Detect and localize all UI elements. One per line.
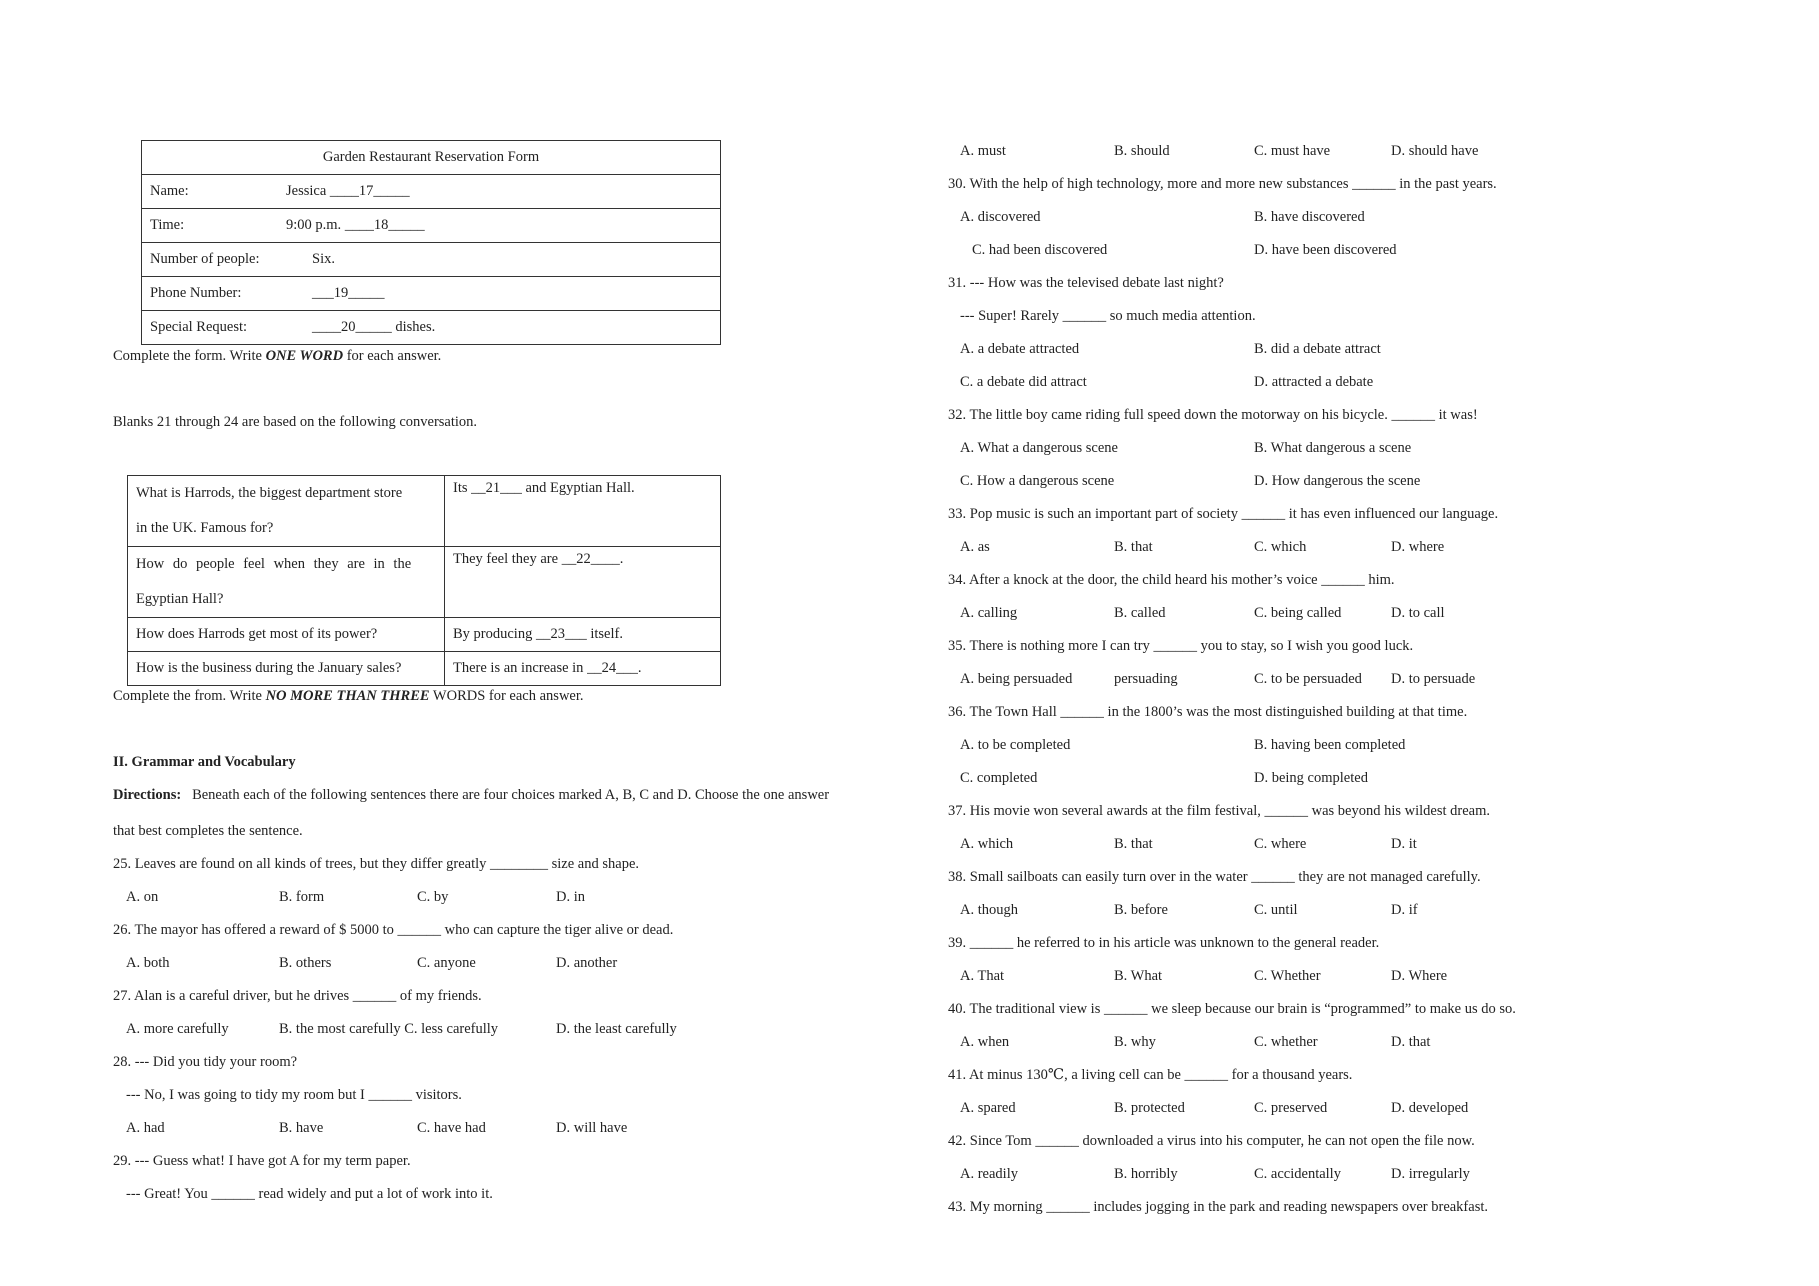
option: D. another (556, 955, 618, 971)
conv-question: How does Harrods get most of its power? (128, 618, 445, 652)
option: A. when (960, 1034, 1010, 1050)
form-blank-19: ___19_____ (312, 285, 385, 301)
option: D. developed (1391, 1100, 1469, 1116)
form-row-time (142, 209, 721, 243)
question-28: 28. --- Did you tidy your room? (113, 1054, 298, 1070)
form-label: Phone Number: (142, 277, 279, 311)
section-heading: II. Grammar and Vocabulary (113, 754, 296, 770)
option: C. by (417, 889, 449, 905)
option: B. What (1114, 968, 1163, 984)
directions-cont: that best completes the sentence. (113, 823, 303, 839)
question-40: 40. The traditional view is ______ we sleep because our brain is “programmed” to make us do so. (948, 1001, 1516, 1017)
form-value: Jessica (286, 183, 327, 199)
conversation-table (127, 475, 721, 686)
option: A. on (126, 889, 159, 905)
option: A. What a dangerous scene (960, 440, 1118, 456)
option: C. accidentally (1254, 1166, 1341, 1182)
option: C. have had (417, 1120, 486, 1136)
question-26: 26. The mayor has offered a reward of $ 5000 to ______ who can capture the tiger alive or dead. (113, 922, 674, 938)
option: B. What dangerous a scene (1254, 440, 1412, 456)
question-31: 31. --- How was the televised debate last night? (948, 275, 1224, 291)
option: D. the least carefully (556, 1021, 677, 1037)
option: C. where (1254, 836, 1307, 852)
option: C. whether (1254, 1034, 1318, 1050)
conv-blank-23: __23___ (535, 626, 587, 642)
option: C. had been discovered (972, 242, 1108, 258)
option: D. will have (556, 1120, 628, 1136)
option: B. have (279, 1120, 324, 1136)
question-29: 29. --- Guess what! I have got A for my term paper. (113, 1153, 411, 1169)
option: D. to persuade (1391, 671, 1476, 687)
option: D. in (556, 889, 585, 905)
option: D. Where (1391, 968, 1448, 984)
option: B. why (1114, 1034, 1156, 1050)
option: C. must have (1254, 143, 1331, 159)
option: A. as (960, 539, 990, 555)
option: A. readily (960, 1166, 1018, 1182)
option: A. spared (960, 1100, 1016, 1116)
form-blank-17: ____17_____ (329, 183, 410, 199)
directions: Directions: Beneath each of the following sentences there are four choices marked A, B, C and D. Choose the one answer (113, 787, 830, 803)
option: C. which (1254, 539, 1307, 555)
question-43: 43. My morning ______ includes jogging in the park and reading newspapers over breakfast. (948, 1199, 1488, 1215)
option: C. completed (960, 770, 1038, 786)
conv-question-cont: in the UK. Famous for? (136, 520, 274, 536)
form-instruction: Complete the form. Write ONE WORD for each answer. (113, 348, 442, 364)
question-35: 35. There is nothing more I can try ______ you to stay, so I wish you good luck. (948, 638, 1414, 654)
question-29-reply: --- Great! You ______ read widely and put a lot of work into it. (126, 1186, 493, 1202)
option: D. being completed (1254, 770, 1368, 786)
option: D. to call (1391, 605, 1445, 621)
option: D. have been discovered (1254, 242, 1397, 258)
option: C. until (1254, 902, 1298, 918)
question-37: 37. His movie won several awards at the film festival, ______ was beyond his wildest dream. (948, 803, 1491, 819)
conv-blank-21: __21___ (471, 480, 522, 496)
question-30: 30. With the help of high technology, more and more new substances ______ in the past years. (948, 176, 1497, 192)
conv-question: How is the business during the January sales? (128, 652, 445, 686)
conv-blank-22: __22____ (561, 551, 620, 567)
option: B. did a debate attract (1254, 341, 1381, 357)
option: A. being persuaded (960, 671, 1073, 687)
form-row-phone (142, 277, 721, 311)
option: B. have discovered (1254, 209, 1365, 225)
option: D. where (1391, 539, 1445, 555)
option: C. Whether (1254, 968, 1321, 984)
option: B. having been completed (1254, 737, 1406, 753)
conv-blank-24: __24___ (587, 660, 638, 676)
question-33: 33. Pop music is such an important part of society ______ it has even influenced our language. (948, 506, 1499, 522)
option: A. to be completed (960, 737, 1071, 753)
option: A. must (960, 143, 1006, 159)
option: C. to be persuaded (1254, 671, 1362, 687)
option: D. irregularly (1391, 1166, 1470, 1182)
option: D. if (1391, 902, 1418, 918)
question-27: 27. Alan is a careful driver, but he drives ______ of my friends. (113, 988, 482, 1004)
option: B. the most carefully C. less carefully (279, 1021, 499, 1037)
question-38: 38. Small sailboats can easily turn over in the water ______ they are not managed carefully. (948, 869, 1481, 885)
option: A. had (126, 1120, 165, 1136)
question-28-reply: --- No, I was going to tidy my room but I ______ visitors. (126, 1087, 462, 1103)
conv-row-23: How does Harrods get most of its power? By producing __23___ itself. (128, 618, 721, 652)
option: B. horribly (1114, 1166, 1178, 1182)
option: A. a debate attracted (960, 341, 1080, 357)
option: D. should have (1391, 143, 1479, 159)
option: B. should (1114, 143, 1170, 159)
form-value: 9:00 p.m. (286, 217, 342, 233)
question-41: 41. At minus 130℃, a living cell can be ______ for a thousand years. (948, 1067, 1353, 1083)
question-31-reply: --- Super! Rarely ______ so much media attention. (960, 308, 1256, 324)
option: A. which (960, 836, 1014, 852)
conv-row-22: How do people feel when they are in the Egyptian Hall? They feel they are __22____. (128, 547, 721, 618)
form-row-people (142, 243, 721, 277)
question-36: 36. The Town Hall ______ in the 1800’s was the most distinguished building at that time. (948, 704, 1468, 720)
question-42: 42. Since Tom ______ downloaded a virus into his computer, he can not open the file now. (948, 1133, 1475, 1149)
form-blank-20: ____20_____ (312, 319, 392, 335)
conv-row-21: What is Harrods, the biggest department store in the UK. Famous for? Its __21___ and Egyptian Hall. (128, 476, 721, 547)
option: D. it (1391, 836, 1417, 852)
form-label: Number of people: (142, 243, 279, 277)
form-row-request (142, 311, 721, 345)
option: A. calling (960, 605, 1018, 621)
option: D. that (1391, 1034, 1431, 1050)
option: A. That (960, 968, 1005, 984)
option: B. that (1114, 539, 1153, 555)
option: B. before (1114, 902, 1168, 918)
option: C. a debate did attract (960, 374, 1087, 390)
option: A. both (126, 955, 170, 971)
option: C. anyone (417, 955, 476, 971)
option: C. being called (1254, 605, 1342, 621)
question-32: 32. The little boy came riding full speed down the motorway on his bicycle. ______ it was! (948, 407, 1478, 423)
form-row-name (142, 175, 721, 209)
option: B. others (279, 955, 332, 971)
reservation-form-title: Garden Restaurant Reservation Form (142, 141, 721, 175)
conv-question: What is Harrods, the biggest department store (136, 485, 403, 501)
option: A. though (960, 902, 1018, 918)
question-39: 39. ______ he referred to in his article was unknown to the general reader. (948, 935, 1380, 951)
option: C. preserved (1254, 1100, 1328, 1116)
option: A. discovered (960, 209, 1041, 225)
option: B. called (1114, 605, 1166, 621)
form-label: Time: (142, 209, 279, 243)
option: A. more carefully (126, 1021, 229, 1037)
form-blank-18: ____18_____ (344, 217, 425, 233)
conv-question-cont: Egyptian Hall? (136, 591, 224, 607)
option: persuading (1114, 671, 1178, 687)
form-label: Name: (142, 175, 279, 209)
question-25: 25. Leaves are found on all kinds of trees, but they differ greatly ________ size and shape. (113, 856, 640, 872)
option: B. form (279, 889, 325, 905)
option: B. that (1114, 836, 1153, 852)
form-label: Special Request: (142, 311, 279, 345)
conv-question: How do people feel when they are in the (136, 556, 412, 572)
form-value: Six. (312, 251, 335, 267)
form-suffix: dishes. (395, 319, 436, 335)
question-34: 34. After a knock at the door, the child heard his mother’s voice ______ him. (948, 572, 1395, 588)
conversation-intro: Blanks 21 through 24 are based on the following conversation. (113, 414, 478, 430)
conv-row-24: How is the business during the January sales? There is an increase in __24___. (128, 652, 721, 686)
option: C. How a dangerous scene (960, 473, 1115, 489)
option: D. attracted a debate (1254, 374, 1374, 390)
reservation-form-table (141, 140, 721, 345)
conversation-instruction: Complete the from. Write NO MORE THAN THREE WORDS for each answer. (113, 688, 584, 704)
option: B. protected (1114, 1100, 1185, 1116)
option: D. How dangerous the scene (1254, 473, 1421, 489)
